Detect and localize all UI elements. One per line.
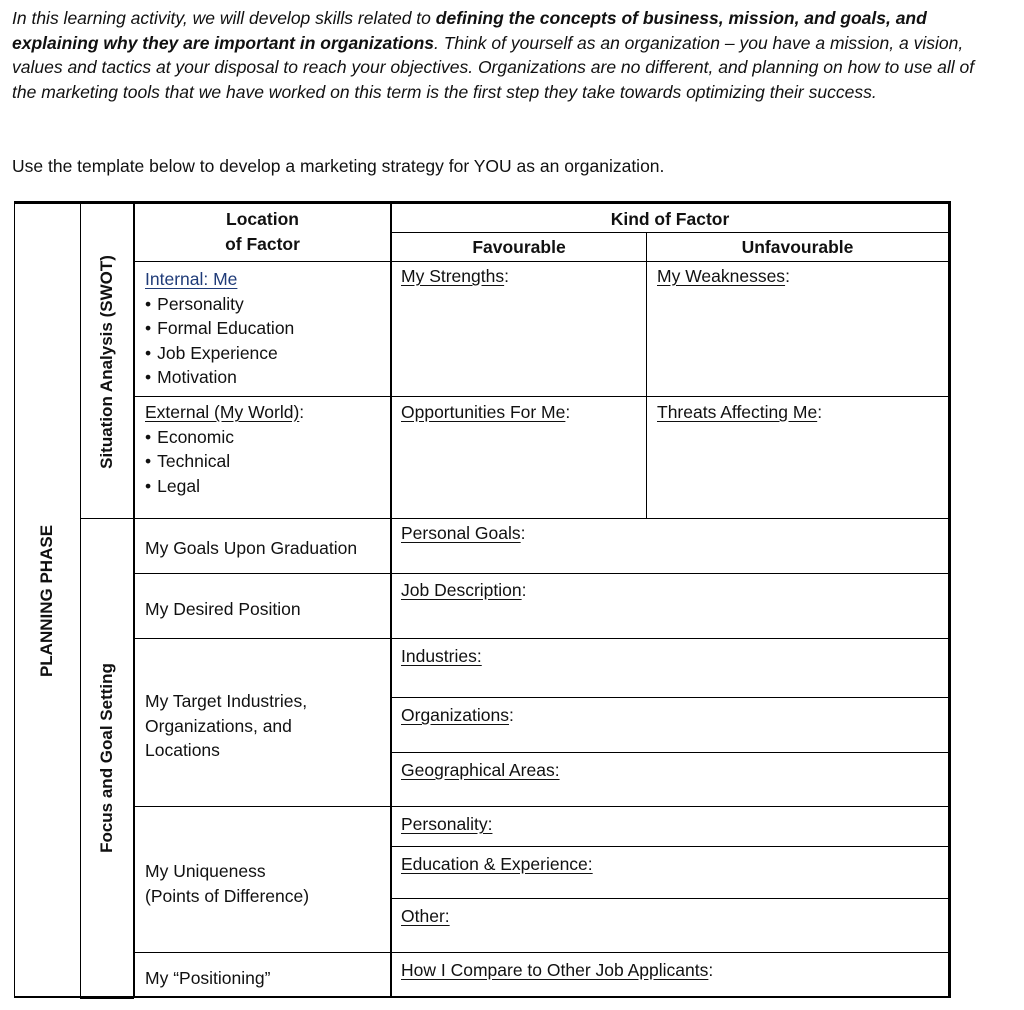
intro-text-1: In this learning activity, we will develop skills related to bbox=[12, 8, 436, 28]
list-item: • Motivation bbox=[145, 365, 294, 390]
internal-factors-cell bbox=[145, 267, 294, 390]
favourable-header: Favourable bbox=[472, 237, 566, 257]
threats-cell: Threats Affecting Me: bbox=[657, 402, 823, 422]
job-description-label: Job Description bbox=[401, 580, 522, 600]
instruction-text: Use the template below to develop a marketing strategy for YOU as an organization. bbox=[12, 156, 665, 176]
target-industries-label bbox=[145, 689, 307, 763]
organizations-cell: Organizations: bbox=[401, 705, 514, 725]
external-factors-cell: External (My World): • Economic • Technical • Legal bbox=[145, 400, 304, 498]
job-description-cell: Job Description: bbox=[401, 580, 527, 600]
organizations-bottom-line bbox=[391, 752, 949, 753]
uniqueness-label bbox=[145, 859, 309, 908]
geographical-areas-label: Geographical Areas: bbox=[401, 760, 560, 780]
internal-title: Internal: Me bbox=[145, 269, 238, 289]
strengths-label: My Strengths bbox=[401, 266, 505, 286]
target-bottom-line bbox=[134, 806, 949, 807]
label-column-divider bbox=[133, 201, 135, 998]
unfavourable-header: Unfavourable bbox=[741, 237, 854, 257]
target-label-line1: My Target Industries, bbox=[145, 691, 308, 711]
external-list bbox=[145, 425, 304, 499]
target-label-line2: Organizations, and bbox=[145, 715, 292, 736]
opportunities-cell: Opportunities For Me: bbox=[401, 402, 571, 422]
location-header-line1: Location bbox=[226, 209, 299, 229]
list-item: • Economic bbox=[145, 425, 304, 450]
compare-applicants-label: How I Compare to Other Job Applicants bbox=[401, 960, 709, 980]
header-bottom-line bbox=[134, 261, 949, 262]
kind-of-factor-header: Kind of Factor bbox=[610, 209, 730, 229]
list-item: • Legal bbox=[145, 474, 304, 499]
target-label-line3: Locations bbox=[145, 740, 220, 761]
threats-label: Threats Affecting Me bbox=[657, 402, 818, 422]
position-bottom-line bbox=[134, 638, 949, 639]
positioning-label: My “Positioning” bbox=[145, 968, 271, 988]
external-title: External (My World) bbox=[145, 402, 300, 422]
internal-external-line bbox=[134, 396, 949, 397]
intro-bold-text: defining the concepts of business, mission, and goals, and explaining why they are important in organizations bbox=[12, 8, 927, 53]
uniqueness-bottom-line bbox=[134, 952, 949, 953]
swot-bottom-line bbox=[80, 518, 949, 519]
swot-section-label: Situation Analysis (SWOT) bbox=[97, 255, 116, 469]
content-column-divider bbox=[390, 201, 392, 998]
goals-label: My Goals Upon Graduation bbox=[145, 538, 358, 558]
personal-goals-label: Personal Goals bbox=[401, 523, 521, 543]
list-item: • Formal Education bbox=[145, 316, 294, 341]
desired-position-label: My Desired Position bbox=[145, 599, 301, 619]
goals-bottom-line bbox=[134, 573, 949, 574]
planning-phase-label: PLANNING PHASE bbox=[37, 524, 56, 678]
location-of-factor-header bbox=[135, 207, 390, 256]
personality-bottom-line bbox=[391, 846, 949, 847]
strengths-cell: My Strengths: bbox=[401, 266, 509, 286]
table-border-top bbox=[14, 201, 951, 204]
opportunities-label: Opportunities For Me bbox=[401, 402, 566, 422]
list-item: • Personality bbox=[145, 292, 294, 317]
table-border-bottom bbox=[14, 996, 951, 998]
personality-label: Personality: bbox=[401, 814, 493, 834]
swot-middle-divider bbox=[646, 232, 647, 518]
list-item: • Job Experience bbox=[145, 341, 294, 366]
weaknesses-cell: My Weaknesses: bbox=[657, 266, 790, 286]
focus-column-bottom-thick bbox=[80, 996, 134, 999]
intro-text-2: . Think of yourself as an organization – you have a mission, a vision, values and tactics at your disposal to reach your objectives. Organizations are no different, and planning on how to use all of the marketing tools that we have worked on this term is the first step they take towards optimizing their success. bbox=[12, 32, 975, 102]
internal-list bbox=[145, 292, 294, 390]
phase-column-divider bbox=[80, 201, 81, 998]
industries-label: Industries: bbox=[401, 646, 482, 666]
table-border-right bbox=[948, 201, 951, 998]
focus-section-label: Focus and Goal Setting bbox=[97, 663, 116, 853]
list-item: • Technical bbox=[145, 449, 304, 474]
education-bottom-line bbox=[391, 898, 949, 899]
industries-bottom-line bbox=[391, 697, 949, 698]
uniqueness-label-line2: (Points of Difference) bbox=[145, 885, 310, 906]
compare-applicants-cell: How I Compare to Other Job Applicants: bbox=[401, 960, 714, 980]
personal-goals-cell: Personal Goals: bbox=[401, 523, 526, 543]
table-border-left bbox=[14, 201, 15, 998]
uniqueness-label-line1: My Uniqueness bbox=[145, 861, 266, 881]
other-label: Other: bbox=[401, 906, 450, 926]
education-experience-label: Education & Experience: bbox=[401, 854, 593, 874]
header-divider bbox=[391, 232, 949, 233]
weaknesses-label: My Weaknesses bbox=[657, 266, 786, 286]
organizations-label: Organizations bbox=[401, 705, 509, 725]
location-header-line2: of Factor bbox=[225, 233, 300, 254]
